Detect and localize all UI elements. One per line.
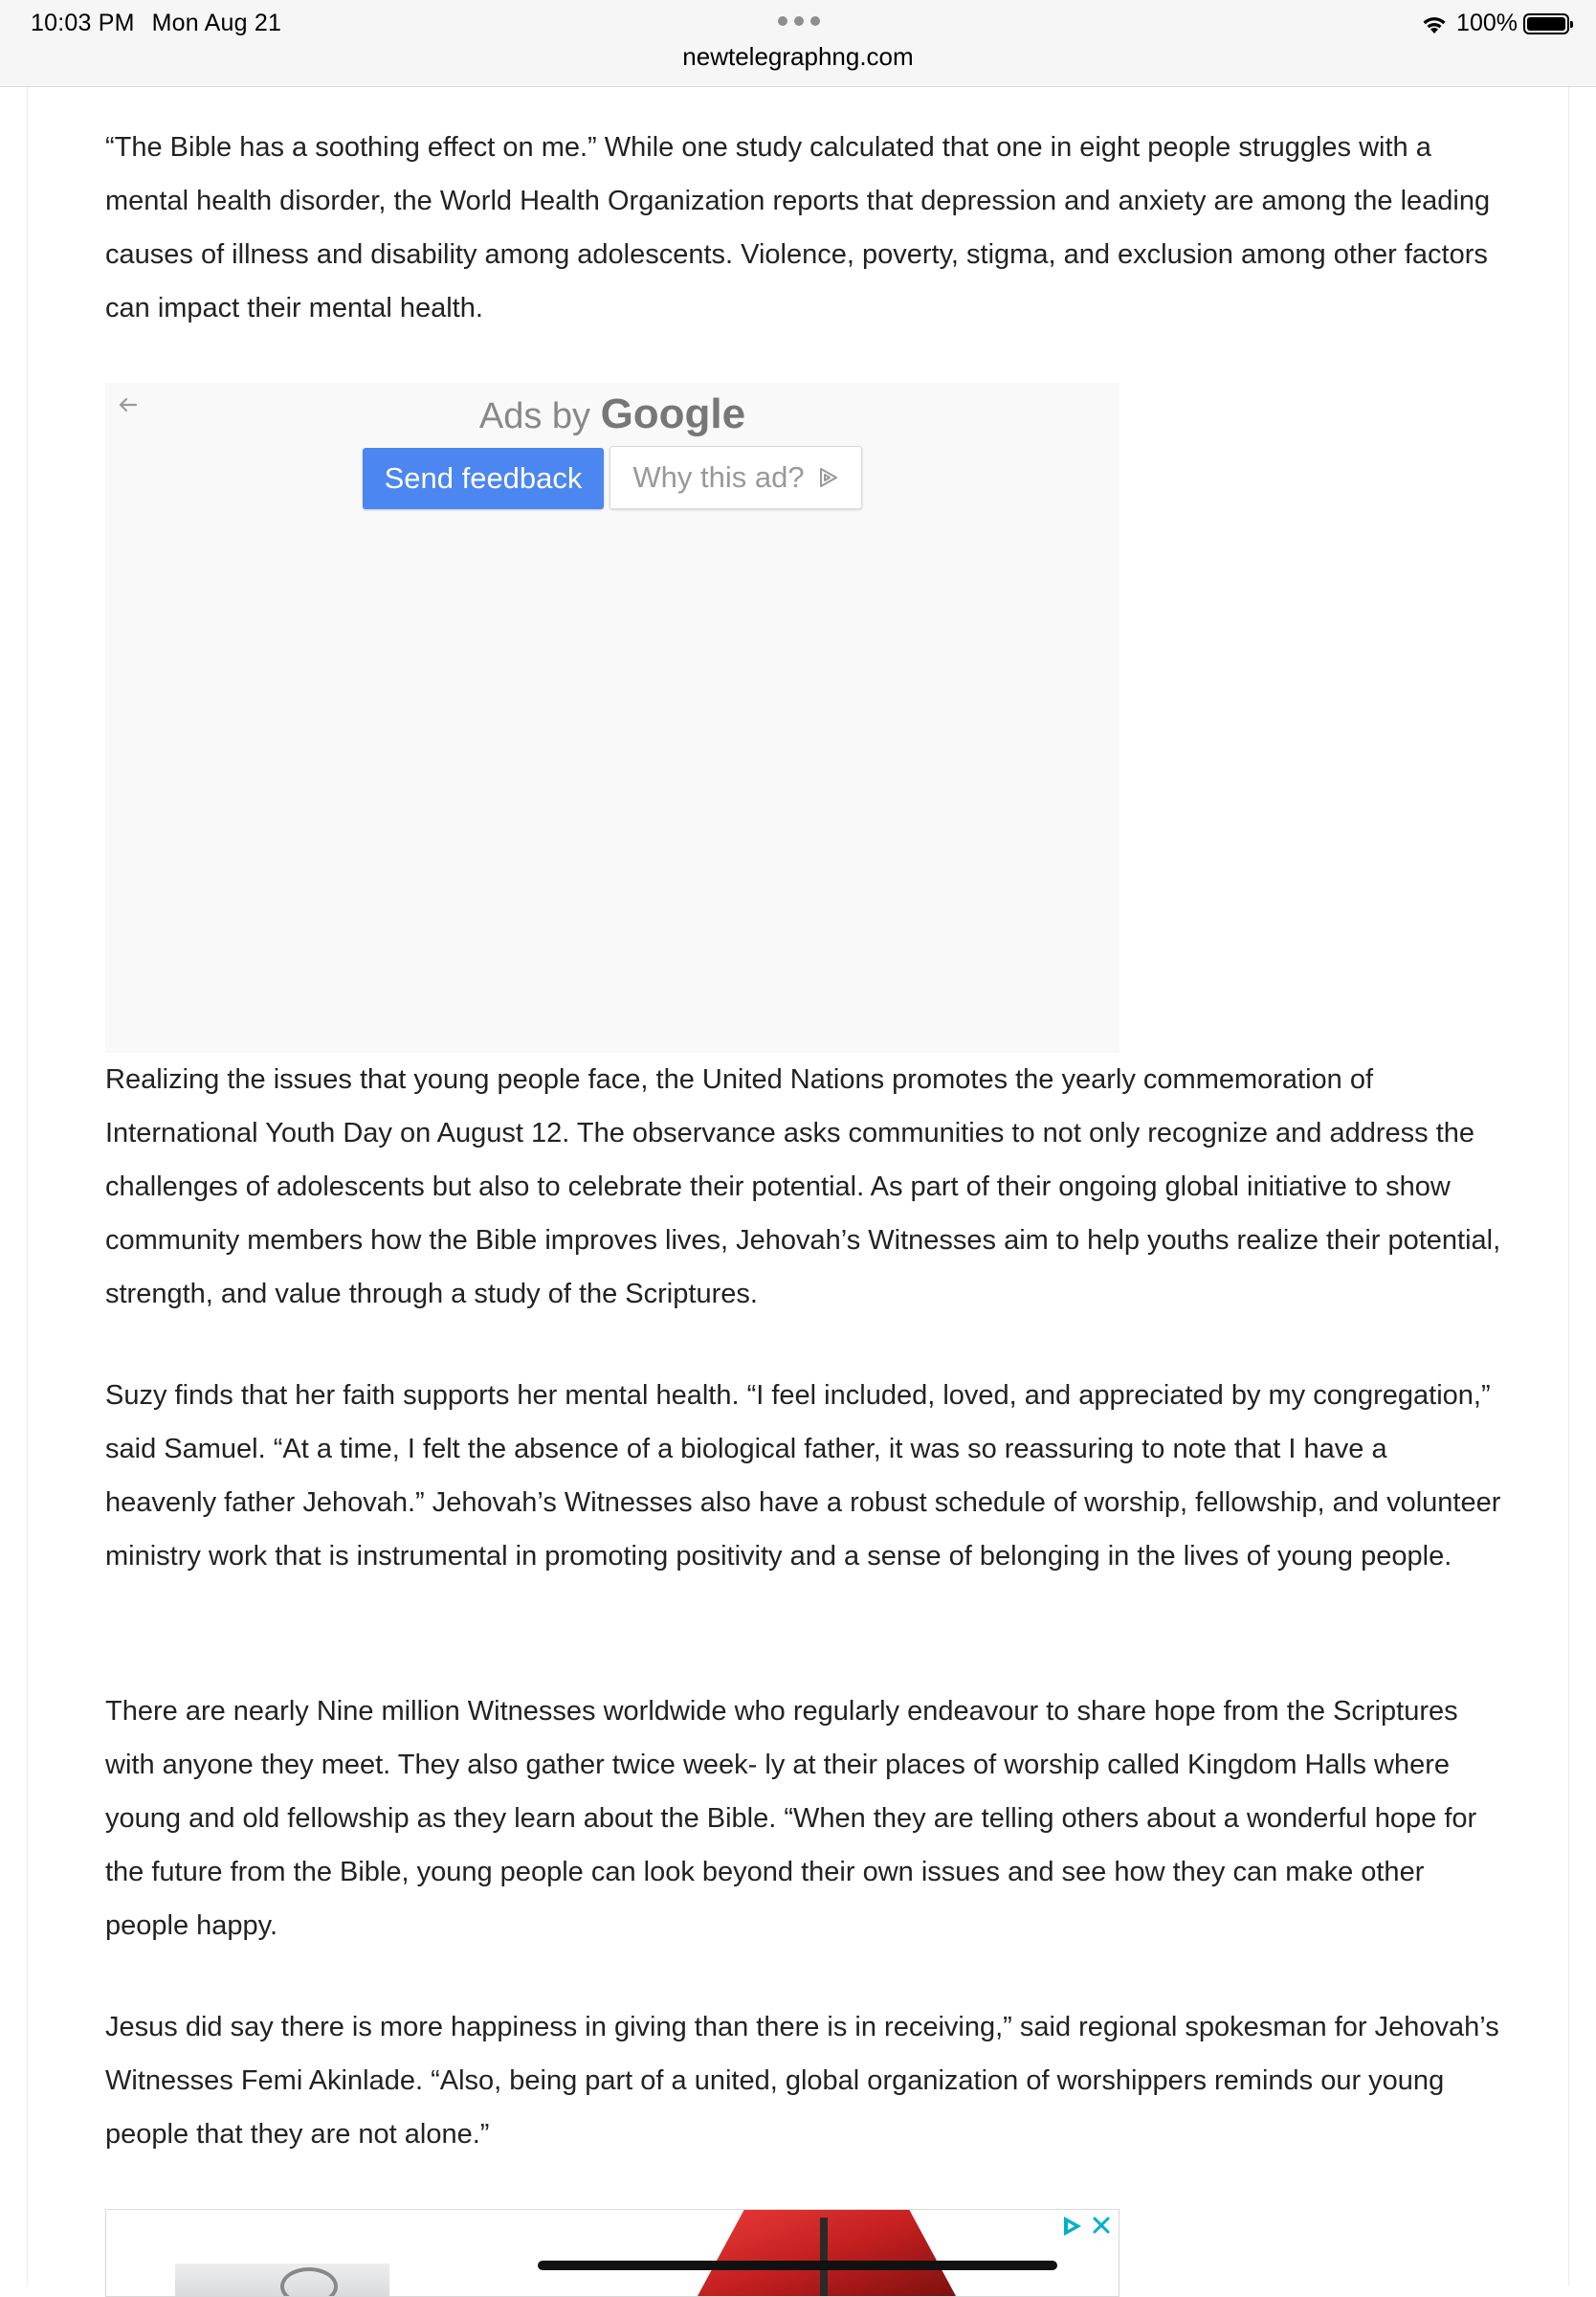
battery-icon bbox=[1523, 13, 1569, 34]
home-indicator[interactable] bbox=[538, 2261, 1057, 2270]
article-paragraph: “The Bible has a soothing effect on me.” While one study calculated that one in eight people struggles with a mental health disorder, the World Health Organization reports that depression and anxiety are among the leading causes of illness and disability among adolescents. Violence, poverty, stigma, and exclusion among other factors can impact their mental health. bbox=[105, 132, 1491, 323]
why-this-ad-label: Why this ad? bbox=[632, 460, 805, 494]
ad-product-thumbnail[interactable] bbox=[175, 2264, 389, 2297]
status-time bbox=[31, 10, 299, 37]
article-paragraph: Jesus did say there is more happiness in giving than there is in receiving,” said regional spokesman for Jehovah’s Witnesses Femi Akinlade. “Also, being part of a united, global organization of worshippers reminds our young people that they are not alone.” bbox=[105, 2012, 1499, 2150]
clock-time: 10:03 PM bbox=[31, 10, 135, 36]
why-this-ad-button[interactable] bbox=[610, 446, 862, 509]
address-bar-url[interactable]: newtelegraphng.com bbox=[682, 42, 914, 71]
article-paragraph: Suzy finds that her faith supports her mental health. “I feel included, loved, and appreciated by my congregation,” said Samuel. “At a time, I felt the absence of a biological father, it was so reassuring to note that I have a heavenly father Jehovah.” Jehovah’s Witnesses also have a robust schedule of worship, fellowship, and volunteer ministry work that is instrumental in promoting positivity and a sense of belonging in the lives of young people. bbox=[105, 1380, 1501, 1572]
article-paragraph: There are nearly Nine million Witnesses worldwide who regularly endeavour to share hope from the Scriptures with anyone they meet. They also gather twice week- ly at their places of worship called Kingdom Halls where young and old fellowship as they learn about the Bible. “When they are telling others about a wonderful hope for the future from the Bible, young people can look beyond their own issues and see how they can make other people happy. bbox=[105, 1696, 1477, 1941]
send-feedback-button[interactable]: Send feedback bbox=[363, 448, 604, 509]
multitasking-dots-icon[interactable] bbox=[778, 11, 820, 31]
ad-product-image[interactable] bbox=[698, 2210, 956, 2296]
close-icon[interactable] bbox=[1090, 2214, 1113, 2237]
google-logo: Google bbox=[600, 390, 746, 437]
wifi-icon bbox=[1420, 12, 1449, 35]
ads-by-text: Ads by bbox=[478, 396, 591, 436]
clock-date: Mon Aug 21 bbox=[151, 10, 282, 36]
status-indicators bbox=[1420, 10, 1569, 37]
google-ad-placeholder bbox=[105, 383, 1119, 1053]
ads-by-google-label bbox=[105, 390, 1119, 438]
adchoices-play-icon bbox=[816, 466, 839, 489]
battery-percent: 100% bbox=[1456, 10, 1518, 36]
adchoices-icon[interactable] bbox=[1059, 2214, 1084, 2239]
article-paragraph: Realizing the issues that young people face, the United Nations promotes the yearly commemoration of International Youth Day on August 12. The observance asks communities to not only recognize and address the challenges of adolescents but also to celebrate their potential. As part of their ongoing global initiative to show community members how the Bible improves lives, Jehovah’s Witnesses aim to help youths realize their potential, strength, and value through a study of the Scriptures. bbox=[105, 1064, 1501, 1309]
status-bar bbox=[0, 0, 1596, 87]
bottom-banner-ad[interactable] bbox=[105, 2209, 1119, 2297]
